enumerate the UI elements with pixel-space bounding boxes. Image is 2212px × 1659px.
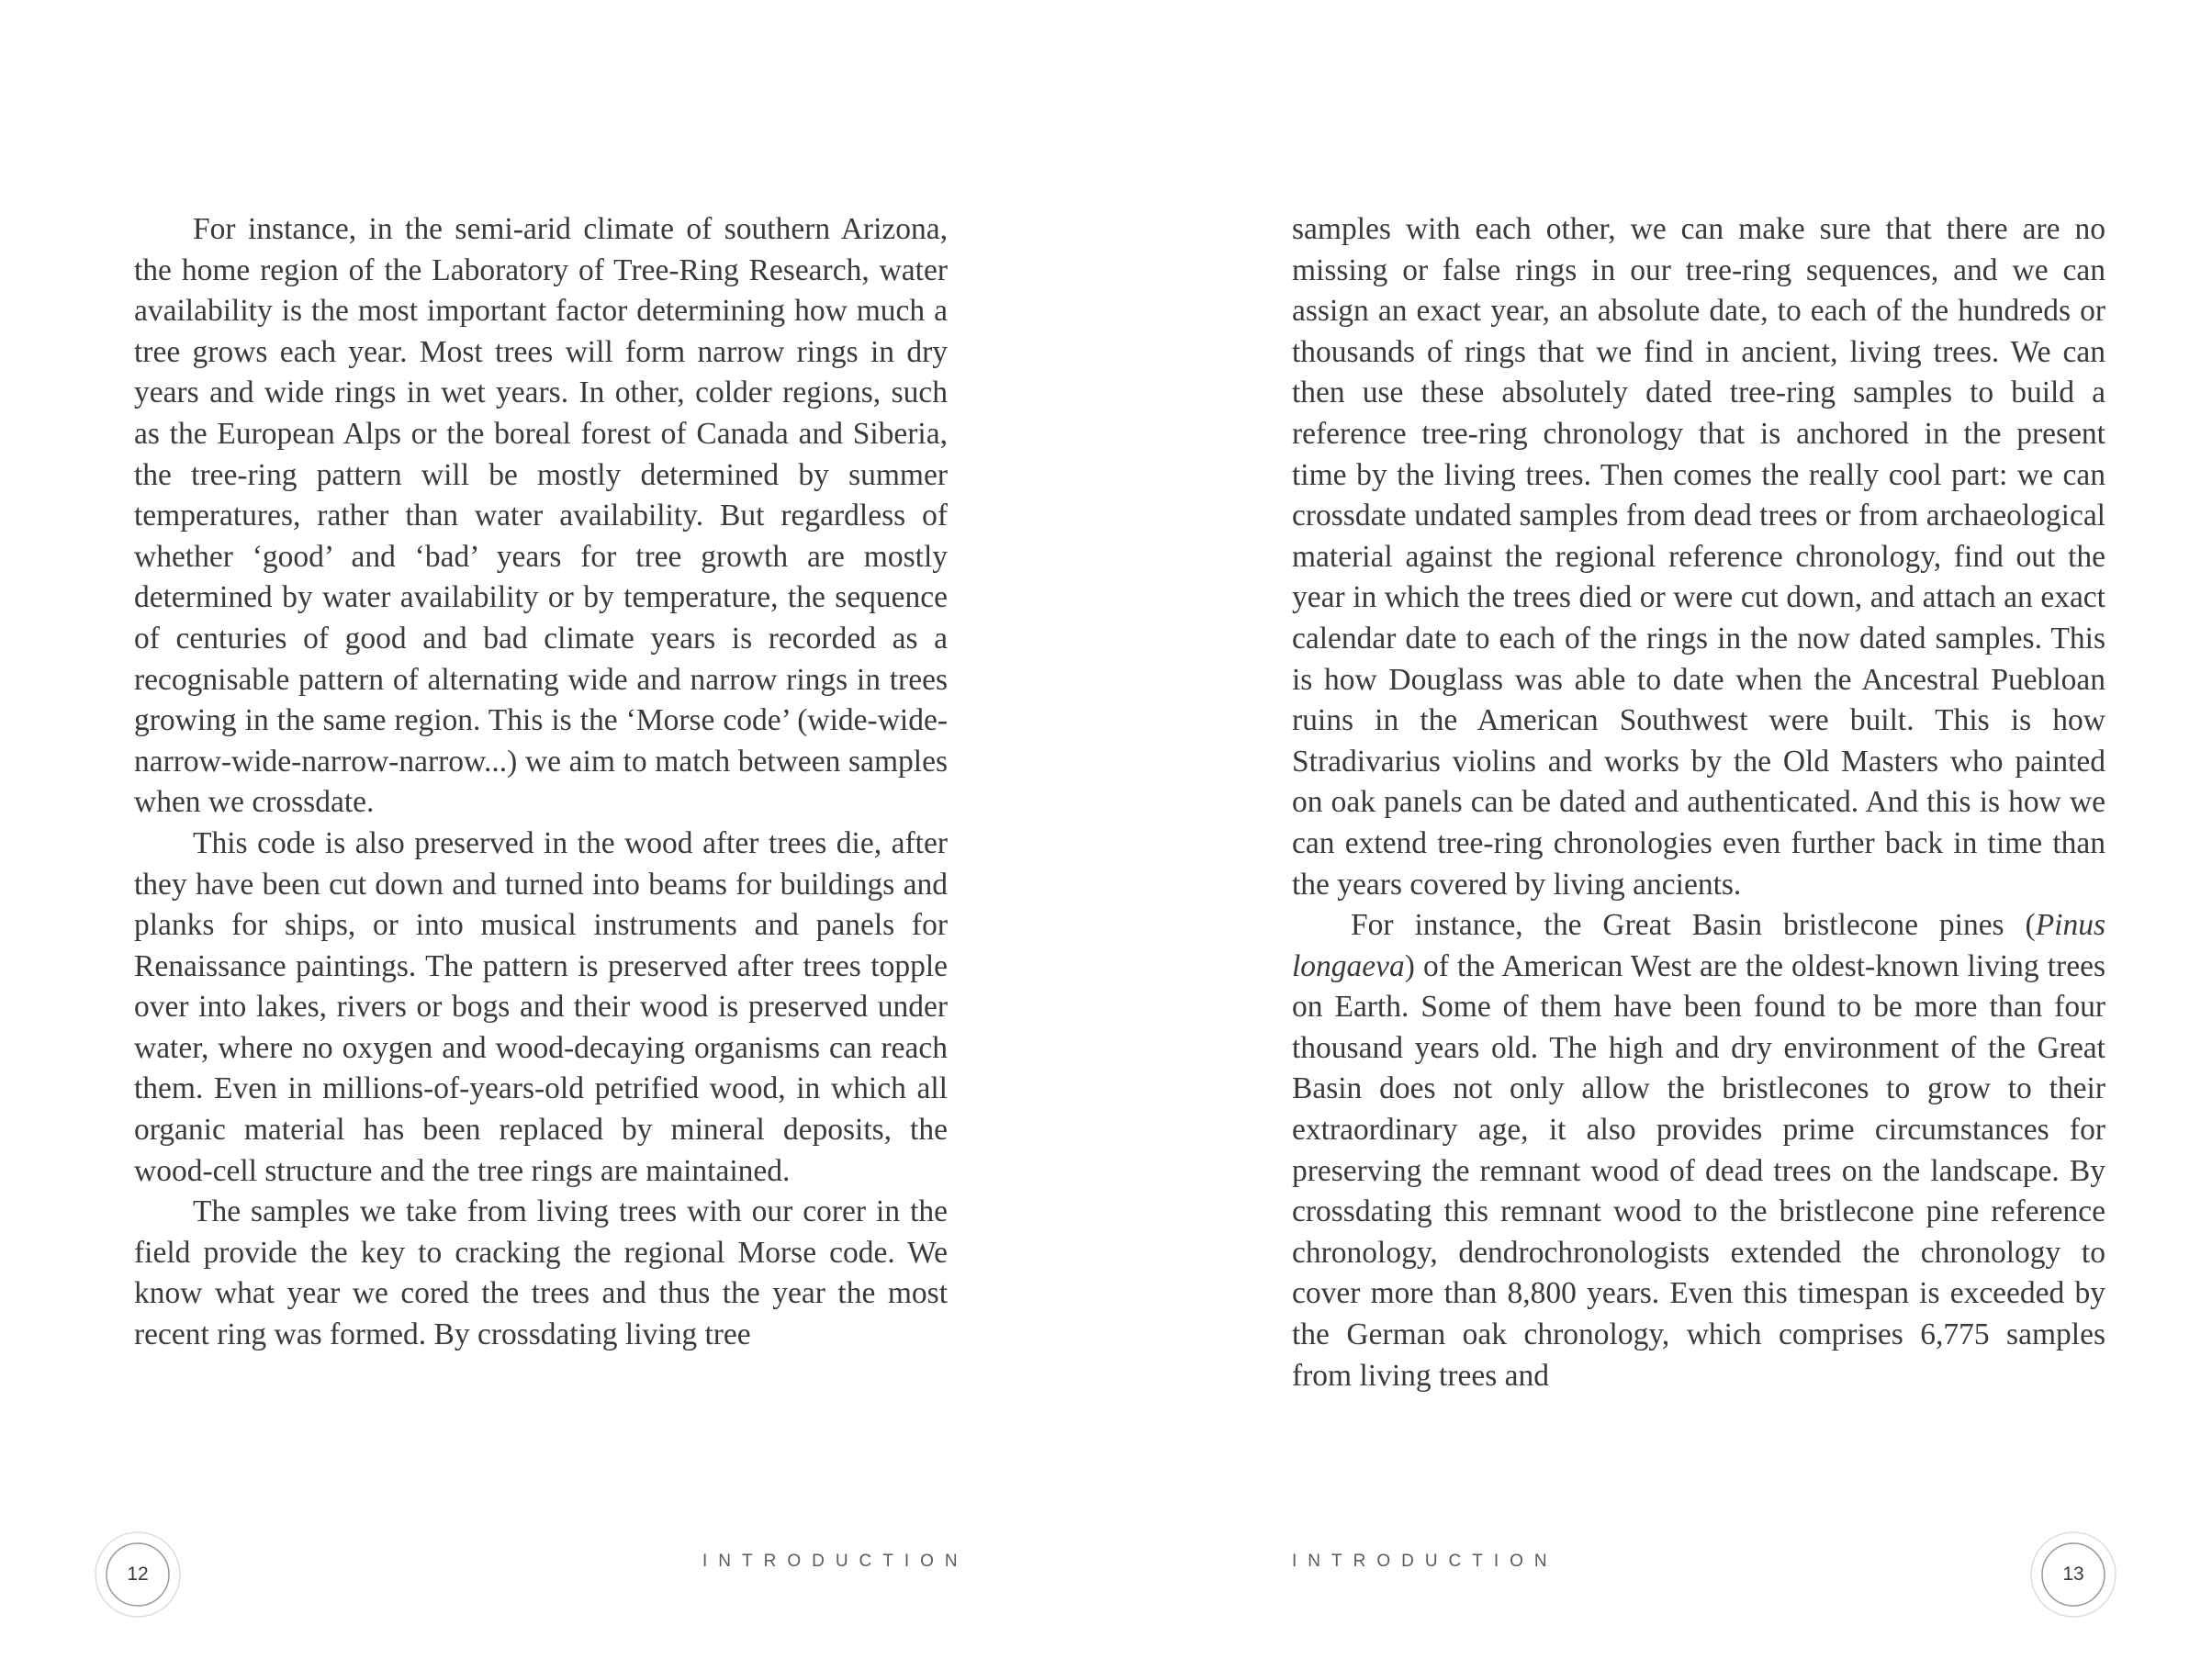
page-number-badge [93, 1530, 183, 1620]
species-name: Pinus longaeva [1292, 908, 2105, 983]
running-head: INTRODUCTION [702, 1552, 969, 1571]
paragraph: For instance, in the semi-arid climate of southern Arizona, the home region of the Laboratory of Tree-Ring Research, water availability is the most important factor determining how much a tree grows each year. Most trees will form narrow rings in dry years and wide rings in wet years. In other, colder regions, such as the European Alps or the boreal forest of Canada and Siberia, the tree-ring pattern will be mostly determined by summer temperatures, rather than water availability. But regardless of whether ‘good’ and ‘bad’ years for tree growth are mostly determined by water availability or by temperature, the sequence of centuries of good and bad climate years is recorded as a recognisable pattern of alternating wide and narrow rings in trees growing in the same region. This is the ‘Morse code’ (wide-wide-narrow-wide-narrow-narrow...) we aim to match between samples when we crossdate. [134, 212, 948, 820]
paragraph: The samples we take from living trees with our corer in the field provide the key to cracking the regional Morse code. We know what year we cored the trees and thus the year the most recent ring was formed. By crossdating living tree [134, 1194, 948, 1352]
page-number: 13 [2062, 1564, 2084, 1585]
running-head: INTRODUCTION [1292, 1552, 1558, 1571]
paragraph: This code is also preserved in the wood after trees die, after they have been cut down and turned into beams for buildings and planks for ships, or into musical instruments and panels for Renaissance paintings. The pattern is preserved after trees topple over into lakes, rivers or bogs and their wood is preserved under water, where no oxygen and wood-decaying organisms can reach them. Even in millions-of-years-old petrified wood, in which all organic material has been replaced by mineral deposits, the wood-cell structure and the tree rings are maintained. [134, 825, 948, 1188]
left-page-text [134, 209, 948, 1356]
page-number: 12 [127, 1564, 149, 1585]
page-number-badge [2028, 1530, 2118, 1620]
paragraph-text: ) of the American West are the oldest-known living trees on Earth. Some of them have been found to be more than four thousand years old. The high and dry environment of the Great Basin does not only allow the bristlecones to grow to their extraordinary age, it also provides prime circumstances for preserving the remnant wood of dead trees on the landscape. By crossdating this remnant wood to the bristlecone pine reference chronology, dendrochronologists extended the chronology to cover more than 8,800 years. Even this timespan is exceeded by the German oak chronology, which comprises 6,775 samples from living trees and [1292, 948, 2105, 1393]
paragraph [1292, 905, 2105, 1396]
paragraph-text: For instance, the Great Basin bristlecone pines ( [1351, 908, 2036, 943]
right-page [1106, 0, 2212, 1659]
paragraph: samples with each other, we can make sure that there are no missing or false rings in our tree-ring sequences, and we can assign an exact year, an absolute date, to each of the hundreds or thousands of rings that we find in ancient, living trees. We can then use these absolutely dated tree-ring samples to build a reference tree-ring chronology that is anchored in the present time by the living trees. Then comes the really cool part: we can crossdate undated samples from dead trees or from archaeological material against the regional reference chronology, find out the year in which the trees died or were cut down, and attach an exact calendar date to each of the rings in the now dated samples. This is how Douglass was able to date when the Ancestral Puebloan ruins in the American Southwest were built. This is how Stradivarius violins and works by the Old Masters who painted on oak panels can be dated and authenticated. And this is how we can extend tree-ring chronologies even further back in time than the years covered by living ancients. [1292, 212, 2105, 902]
right-page-text [1292, 209, 2105, 1396]
